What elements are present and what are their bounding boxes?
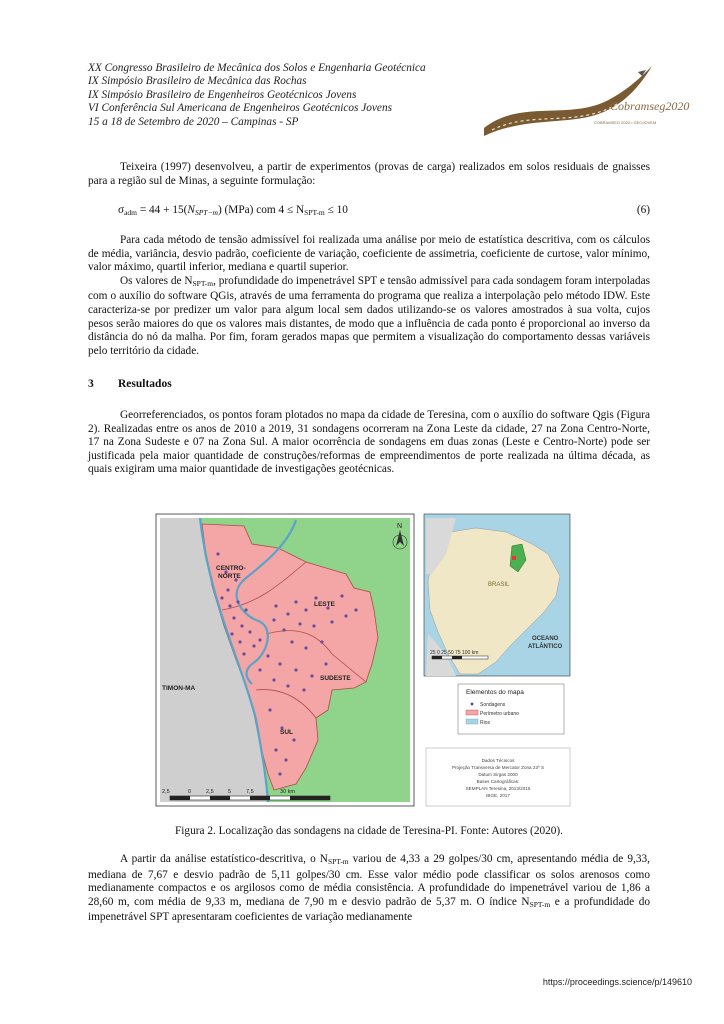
paragraph: Para cada método de tensão admissível foi realizada uma análise por meio de estatística descritiva, com os cálculos de média, variância, desvio padrão, coeficiente de variação, coeficiente de assimetria, coeficiente de curtose, valor mínimo, valor máximo, quartil inferior, mediana e quartil superior. Os valores de $N_{SPT-m}$, profundidade do impenetrável SPT e tensão admissível para cada sondagem foram interpoladas com o auxílio do software QGis, através de uma ferramenta do programa que realiza a interpolação pelo método IDW. Este caracteriza-se por predizer um valor para algum local sem dados utilizando-se os valores amostrados à sua volta, cujos pesos serão maiores do que os valores mais distantes, de modo que a influência de cada ponto é proporcional ao inverso da distância do nó da malha. Por fim, foram gerados mapas que permitem a visualização do comportamento dessas variáveis pelo território da cidade.	[88, 234, 650, 357]
paragraph: Georreferenciados, os pontos foram plotados no mapa da cidade de Teresina, com o auxílio do software Qgis (Figura 2). Realizadas entre os anos de 2010 a 2019, 31 sondagens ocorreram na Zona Leste da cidade, 27 na Zona Centro-Norte, 17 na Zona Sudeste e 07 na Zona Sul. A maior ocorrência de sondagens em duas zonas (Leste e Centro-Norte) pode ser justificada pela maior quantidade de construções/reformas de empreendimentos de porte realizada na última década, as quais exigiram uma maior quantidade de investigações geotécnicas.	[88, 409, 650, 476]
map-legend	[458, 684, 564, 734]
svg-text:Bases Cartográficas:: Bases Cartográficas:	[476, 779, 520, 784]
header-line: XX Congresso Brasileiro de Mecânica dos Solos e Engenharia Geotécnica	[88, 62, 426, 74]
svg-text:Projeção Transversa de Mercato: Projeção Transversa de Mercator Zona 23º S	[451, 765, 545, 770]
svg-text:0: 0	[188, 789, 192, 795]
svg-text:BRASIL: BRASIL	[488, 582, 510, 588]
zone-label-centro-norte-2: NORTE	[218, 573, 241, 580]
legend-item: Rios	[480, 720, 491, 726]
paragraph: Teixeira (1997) desenvolveu, a partir de experimentos (provas de carga) realizados em solos residuais de gnaisses para a região sul de Minas, a seguinte formulação:	[88, 161, 650, 187]
svg-text:SEMPLAN Teresina, 2013/2015: SEMPLAN Teresina, 2013/2015	[465, 786, 531, 791]
svg-text:N: N	[397, 523, 403, 530]
equation-6: $\sigma_{adm} = 44 + 15(N_{SPT-m})$ (MPa) com $4 \le N_{SPT-m} \le 10$ (6)	[118, 204, 650, 217]
logo-subtext: COBRAMSEG 2020 • GEOJOVEM	[594, 120, 657, 125]
legend-item: Perímetro urbano	[480, 711, 519, 717]
section-heading	[88, 378, 172, 390]
svg-text:ATLÂNTICO: ATLÂNTICO	[528, 644, 563, 650]
header-line: VI Conferência Sul Americana de Engenheiros Geotécnicos Jovens	[88, 102, 392, 115]
cobramseg-logo	[482, 58, 690, 140]
teresina-map-figure	[156, 514, 570, 822]
footer-url[interactable]: https://proceedings.science/p/149610	[542, 977, 692, 987]
zone-label-centro-norte: CENTRO-	[216, 565, 246, 572]
zone-label-timon: TIMON-MA	[162, 685, 196, 692]
logo-text: Cobramseg2020	[610, 99, 690, 113]
paragraph: Os valores de $N_{SPT-m}$, profundidade do impenetrável SPT e tensão admissível para cada sondagem foram interpoladas com o auxílio do software QGis, através de uma ferramenta do programa que realiza a interpolação pelo método IDW. Este caracteriza-se por predizer um valor para algum local sem dados utilizando-se os valores amostrados à sua volta, cujos pesos serão maiores do que os valores mais distantes, de modo que a influência de cada ponto é proporcional ao inverso da distância do nó da malha. Por fim, foram gerados mapas que permitem a visualização do comportamento dessas variáveis pelo território da cidade.	[88, 274, 650, 357]
svg-text:7,5: 7,5	[246, 789, 254, 795]
svg-text:Datum Sirgas 2000: Datum Sirgas 2000	[478, 772, 518, 777]
svg-text:OCEANO: OCEANO	[532, 636, 559, 642]
paragraph: A partir da análise estatístico-descritiva, o $N_{SPT-m}$ variou de 4,33 a 29 golpes/30 cm, apresentando média de 9,33, mediana de 7,67 e desvio padrão de 5,11 golpes/30 cm. Esse valor médio pode classificar os solos arenosos como medianamente compactos e os argilosos como de média consistência. A profundidade do impenetrável variou de 1,86 a 28,60 m, com média de 9,33 m, mediana de 7,90 m e desvio padrão de 5,37 m. O índice $N_{SPT-m}$ e a profundidade do impenetrável SPT apresentaram coeficientes de variação medianamente	[88, 853, 650, 924]
zone-label-sul: SUL	[280, 729, 293, 736]
technical-data-box	[426, 748, 570, 806]
section-number: 3	[88, 378, 94, 390]
conference-header	[88, 62, 508, 129]
zone-label-leste: LESTE	[314, 601, 335, 608]
header-line: IX Simpósio Brasileiro de Engenheiros Geotécnicos Jovens	[88, 88, 357, 101]
zone-label-sudeste: SUDESTE	[320, 675, 351, 682]
brazil-inset-map	[424, 514, 570, 676]
equation-number: (6)	[636, 204, 650, 216]
svg-text:IBGE, 2017: IBGE, 2017	[486, 793, 510, 798]
svg-text:2,5: 2,5	[206, 789, 214, 795]
svg-text:Dados Técnicos: Dados Técnicos	[481, 758, 515, 763]
header-line: IX Simpósio Brasileiro de Mecânica das Rochas	[88, 75, 307, 88]
section-title: Resultados	[118, 378, 172, 390]
header-line: 15 a 18 de Setembro de 2020 – Campinas - SP	[88, 115, 299, 128]
svg-text:5: 5	[228, 789, 232, 795]
svg-text:25 0 25 50 75 100 km: 25 0 25 50 75 100 km	[430, 650, 479, 656]
legend-item: Sondagens	[480, 702, 506, 708]
legend-title: Elementos do mapa	[466, 689, 524, 696]
svg-text:2,5: 2,5	[162, 789, 170, 795]
figure-caption: Figura 2. Localização das sondagens na cidade de Teresina-PI. Fonte: Autores (2020).	[175, 825, 563, 837]
svg-text:30 km: 30 km	[280, 789, 295, 795]
